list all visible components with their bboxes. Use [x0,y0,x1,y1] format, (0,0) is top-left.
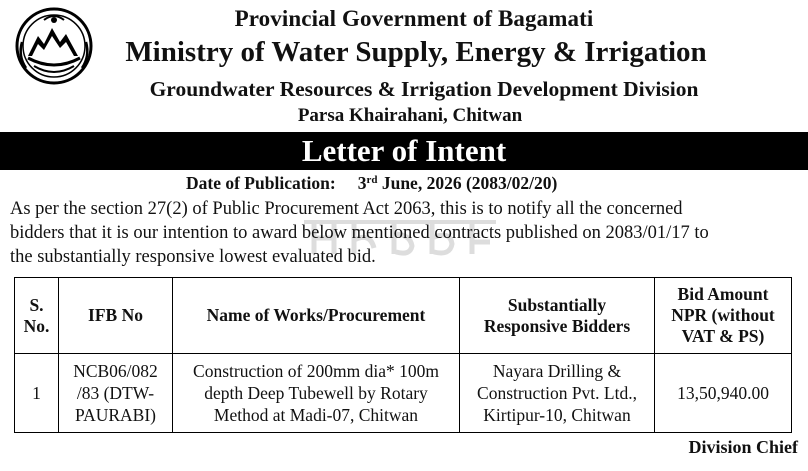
table-row [15,354,792,433]
cell-bidder [460,354,655,433]
header-works: Name of Works/Procurement [173,278,460,354]
paragraph-line: bidders that it is our intention to award below mentioned contracts published on 2083/01/17 to [10,223,709,243]
ministry-name: Ministry of Water Supply, Energy & Irrigation [125,36,707,68]
header-bidders-line: Substantially [507,294,607,315]
cell-ifb-line: PAURABI) [74,405,157,425]
cell-bidder-line: Kirtipur-10, Chitwan [483,405,631,425]
paragraph-line: As per the section 27(2) of Public Procurement Act 2063, this is to notify all the concerned [10,199,683,219]
cell-works-line: Method at Madi-07, Chitwan [213,405,419,425]
cell-ifb [59,354,173,433]
signature-title: Division Chief [688,437,798,457]
header-amount-line: Bid Amount [677,284,769,304]
header [0,0,808,134]
division-name: Groundwater Resources & Irrigation Development Division [149,77,699,101]
province-name: Provincial Government of Bagamati [234,6,594,31]
header-sn [15,278,59,354]
publication-date [186,173,557,194]
header-amount-line: VAT & PS) [681,326,765,346]
notice-paragraph [10,197,800,269]
cell-ifb-line: /83 (DTW- [76,383,155,403]
publication-date-day: 3 [357,173,367,193]
publication-date-suffix: rd [366,174,378,186]
header-amount-line: NPR (without [671,305,775,325]
cell-amount: 13,50,940.00 [655,354,792,433]
cell-sn: 1 [15,354,59,433]
cell-works-line: depth Deep Tubewell by Rotary [204,383,428,403]
paragraph-line: the substantially responsive lowest evaluated bid. [10,247,376,267]
office-address: Parsa Khairahani, Chitwan [297,105,523,126]
publication-date-value: June, 2026 (2083/02/20) [377,173,558,193]
document-title: Letter of Intent [301,133,507,168]
header-bidders [460,278,655,354]
header-sn-line: S. [29,294,44,315]
title-banner [0,132,808,170]
cell-works [173,354,460,433]
header-amount [655,278,792,354]
header-bidders-line: Responsive Bidders [483,315,631,336]
cell-works-line: Construction of 200mm dia* 100m [193,361,439,381]
header-ifb: IFB No [59,278,173,354]
cell-ifb-line: NCB06/082 [73,361,158,381]
cell-bidder-line: Nayara Drilling & [492,361,622,381]
table-header-row [15,278,792,354]
header-sn-line: No. [23,315,50,336]
bid-table [14,277,792,433]
publication-date-label: Date of Publication: [186,173,336,193]
cell-bidder-line: Construction Pvt. Ltd., [477,383,637,403]
